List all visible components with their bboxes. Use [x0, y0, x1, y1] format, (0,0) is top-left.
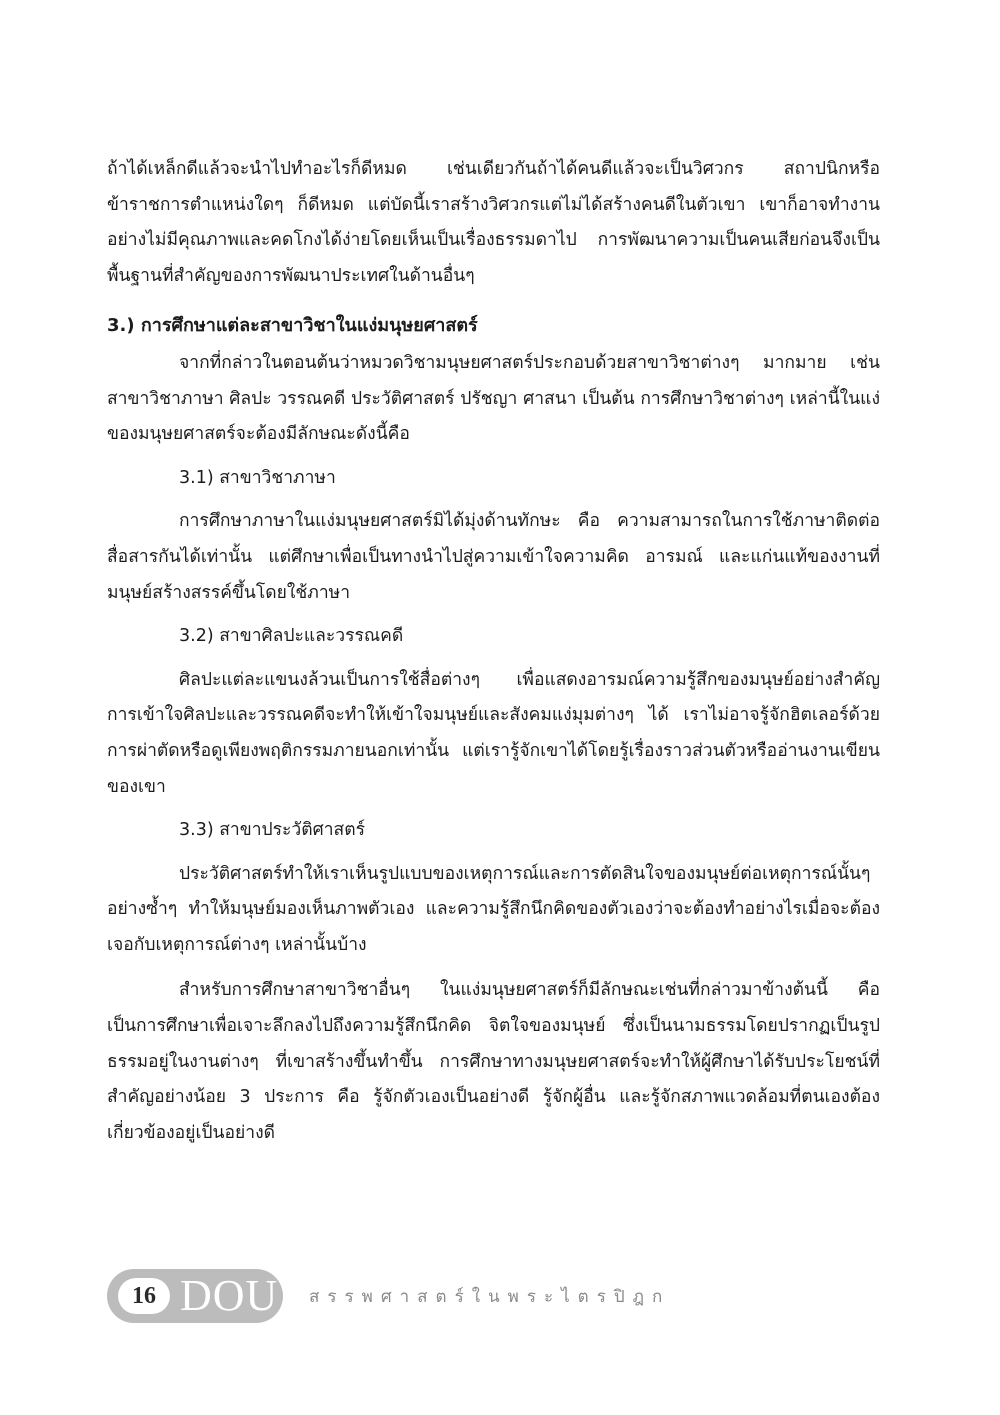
subsection-title-history: 3.3) สาขาประวัติศาสตร์	[179, 820, 365, 841]
subsection-title-art-literature: 3.2) สาขาศิลปะและวรรณคดี	[179, 626, 404, 647]
subsection-text-art-literature: ศิลปะแต่ละแขนงล้วนเป็นการใช้สื่อต่างๆ เพื่อแสดงอารมณ์ความรู้สึกของมนุษย์อย่างสำคัญ การเข้าใจศิลปะและวรรณคดีจะทำให้เข้าใจมนุษย์และสังคมแง่มุมต่างๆ ได้ เราไม่อาจรู้จักฮิตเลอร์ด้วยการผ่าตัดหรือดูเพียงพฤติกรรมภายนอกเท่านั้น แต่เรารู้จักเขาได้โดยรู้เรื่องราวส่วนตัวหรืออ่านงานเขียนของเขา	[107, 669, 880, 797]
dou-badge	[107, 1269, 283, 1323]
intro-paragraph: ถ้าได้เหล็กดีแล้วจะนำไปทำอะไรก็ดีหมด เช่นเดียวกันถ้าได้คนดีแล้วจะเป็นวิศวกร สถาปนิกหรือข้าราชการตำแหน่งใดๆ ก็ดีหมด แต่บัดนี้เราสร้างวิศวกรแต่ไม่ได้สร้างคนดีในตัวเขา เขาก็อาจทำงานอย่างไม่มีคุณภาพและคดโกงได้ง่ายโดยเห็นเป็นเรื่องธรรมดาไป การพัฒนาความเป็นคนเสียก่อนจึงเป็นพื้นฐานที่สำคัญของการพัฒนาประเทศในด้านอื่นๆ	[107, 159, 880, 286]
book-title: สรรพศาสตร์ในพระไตรปิฎก	[309, 1286, 671, 1307]
subsection-title-language: 3.1) สาขาวิชาภาษา	[179, 467, 336, 488]
page-number: 16	[118, 1278, 170, 1314]
section-heading: 3.) การศึกษาแต่ละสาขาวิชาในแง่มนุษยศาสตร์	[107, 315, 478, 337]
closing-paragraph: สำหรับการศึกษาสาขาวิชาอื่นๆ ในแง่มนุษยศาสตร์ก็มีลักษณะเช่นที่กล่าวมาข้างต้นนี้ คือ เป็นการศึกษาเพื่อเจาะลึกลงไปถึงความรู้สึกนึกคิด จิตใจของมนุษย์ ซึ่งเป็นนามธรรมโดยปรากฏเป็นรูปธรรมอยู่ในงานต่างๆ ที่เขาสร้างขึ้นทำขึ้น การศึกษาทางมนุษยศาสตร์จะทำให้ผู้ศึกษาได้รับประโยชน์ที่สำคัญอย่างน้อย 3 ประการ คือ รู้จักตัวเองเป็นอย่างดี รู้จักผู้อื่น และรู้จักสภาพแวดล้อมที่ตนเองต้องเกี่ยวข้องอยู่เป็นอย่างดี	[107, 980, 880, 1143]
subsection-text-history: ประวัติศาสตร์ทำให้เราเห็นรูปแบบของเหตุการณ์และการตัดสินใจของมนุษย์ต่อเหตุการณ์นั้นๆ อย่างซ้ำๆ ทำให้มนุษย์มองเห็นภาพตัวเอง และความรู้สึกนึกคิดของตัวเองว่าจะต้องทำอย่างไรเมื่อจะต้องเจอกับเหตุการณ์ต่างๆ เหล่านั้นบ้าง	[107, 863, 880, 955]
dou-logo: DOU	[180, 1271, 279, 1320]
subsection-text-language: การศึกษาภาษาในแง่มนุษยศาสตร์มิได้มุ่งด้านทักษะ คือ ความสามารถในการใช้ภาษาติดต่อสื่อสารกันได้เท่านั้น แต่ศึกษาเพื่อเป็นทางนำไปสู่ความเข้าใจความคิด อารมณ์ และแก่นแท้ของงานที่มนุษย์สร้างสรรค์ขึ้นโดยใช้ภาษา	[107, 511, 880, 603]
page-content	[107, 152, 880, 1151]
page-footer	[107, 1268, 670, 1324]
section-intro-paragraph: จากที่กล่าวในตอนต้นว่าหมวดวิชามนุษยศาสตร์ประกอบด้วยสาขาวิชาต่างๆ มากมาย เช่น สาขาวิชาภาษา ศิลปะ วรรณคดี ประวัติศาสตร์ ปรัชญา ศาสนา เป็นต้น การศึกษาวิชาต่างๆ เหล่านี้ในแง่ของมนุษยศาสตร์จะต้องมีลักษณะดังนี้คือ	[107, 352, 880, 445]
